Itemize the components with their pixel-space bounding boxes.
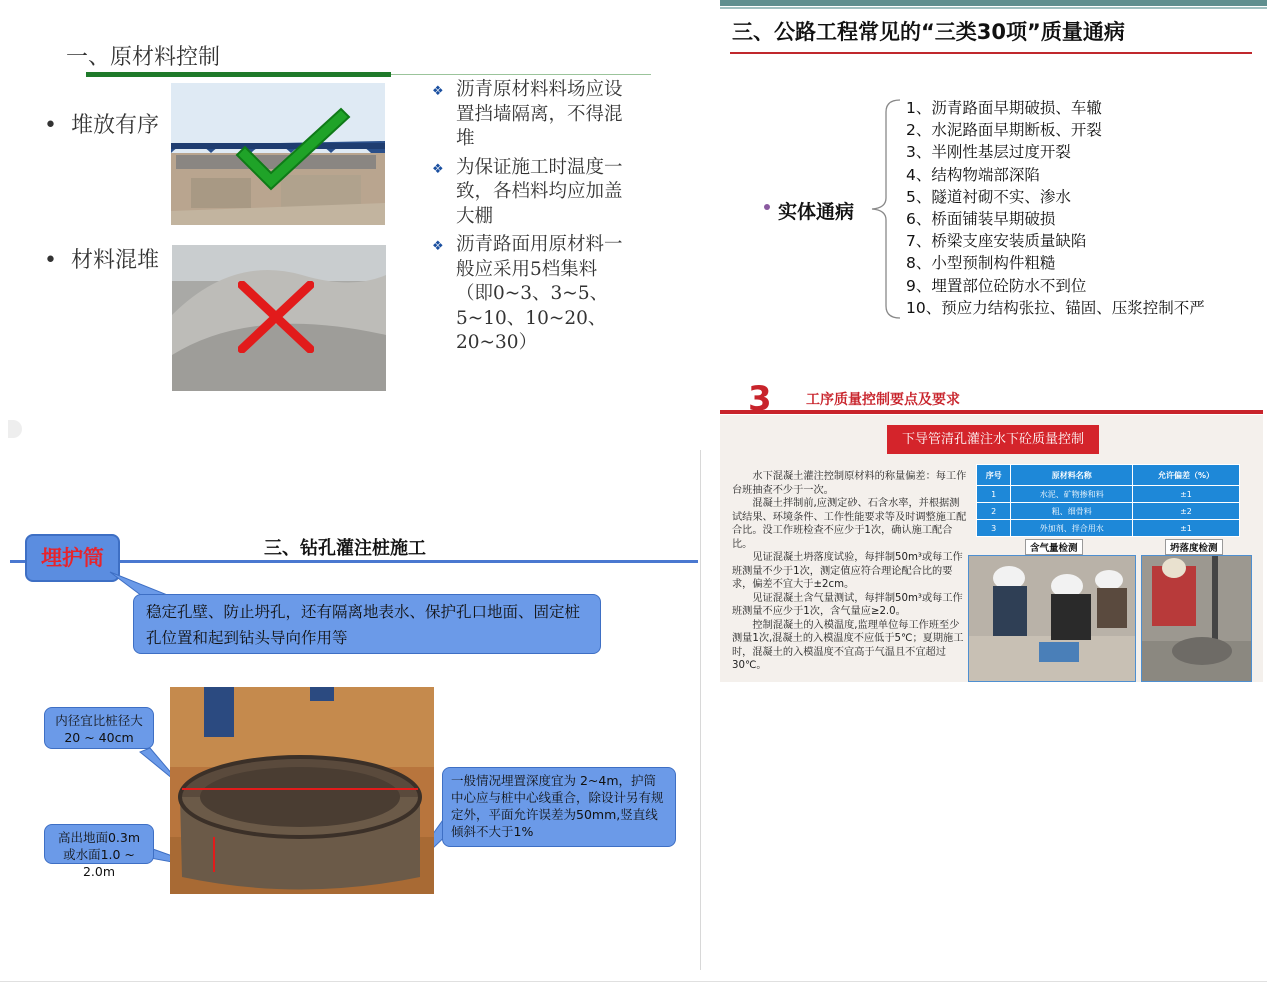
- defect-item: 9、埋置部位砼防水不到位: [906, 276, 1087, 295]
- title-underline: [86, 72, 391, 77]
- slide-raw-material-control: [0, 0, 700, 470]
- mixed-aggregate-photo: [172, 245, 386, 391]
- paragraph: 混凝土拌制前,应测定砂、石含水率，并根据测试结果、环境条件、工作性能要求等及时调整施工配合比。没工作班检查不应少于1次，确认施工配合比。: [732, 498, 967, 550]
- column-header: 原材料名称: [1011, 465, 1133, 486]
- table-row: [977, 503, 1240, 520]
- paragraph: 见证混凝土坍落度试验，每拌制50m³或每工作班测量不少于1次，测定值应符合理论配合比的要求，偏差不宜大于±2cm。: [732, 552, 963, 590]
- slide-quality-defects: [720, 0, 1267, 340]
- table-cell: 粗、细骨料: [1011, 503, 1133, 520]
- requirement-item: ❖ 为保证施工时温度一致，各档料均应加盖大棚: [432, 156, 632, 230]
- diamond-bullet-icon: ❖: [432, 161, 444, 177]
- bullet-mixed-stacking: • 材料混堆: [44, 243, 159, 274]
- cross-mark-icon: [238, 281, 314, 353]
- slide-underwater-concrete: [720, 377, 1263, 682]
- section-label: 埋护筒: [25, 534, 120, 582]
- table-row: [977, 486, 1240, 503]
- top-bar-accent: [720, 7, 1267, 9]
- table-header-row: [977, 465, 1240, 486]
- check-mark-icon: [231, 107, 351, 191]
- air-content-test-photo: [968, 555, 1136, 682]
- table-cell: ±1: [1132, 520, 1239, 537]
- category-label: 实体通病: [778, 201, 855, 223]
- paragraph: 见证混凝土含气量测试，每拌制50m³或每工作班测量不应少于1次，含气量应≥2.0。: [732, 592, 963, 617]
- tolerance-table: [976, 464, 1240, 537]
- defect-item: 4、结构物端部深陷: [906, 165, 1040, 184]
- title-underline-thin: [391, 74, 651, 75]
- brace-icon: [870, 98, 904, 320]
- bullet-orderly-stacking: • 堆放有序: [44, 108, 159, 139]
- table-cell: ±2: [1132, 503, 1239, 520]
- table-cell: ±1: [1132, 486, 1239, 503]
- table-cell: 水泥、矿物掺和料: [1011, 486, 1133, 503]
- bottom-rule: [0, 981, 1267, 982]
- table-cell: 外加剂、拌合用水: [1011, 520, 1133, 537]
- paragraph: 水下混凝土灌注控制原材料的称量偏差：每工作台班抽查不少于一次。: [732, 471, 967, 496]
- slide-divider: [700, 450, 701, 970]
- storage-yard-photo: [171, 83, 385, 225]
- column-header: 允许偏差（%）: [1132, 465, 1239, 486]
- note-inner-diameter: 内径宜比桩径大20 ~ 40cm: [44, 707, 154, 749]
- defect-item: 10、预应力结构张拉、锚固、压浆控制不严: [906, 298, 1205, 317]
- section-heading: 工序质量控制要点及要求: [806, 392, 960, 408]
- diamond-bullet-icon: ❖: [432, 84, 444, 99]
- diamond-bullet-icon: ❖: [432, 239, 444, 254]
- defect-item: 2、水泥路面早期断板、开裂: [906, 121, 1102, 140]
- table-cell: 3: [977, 520, 1011, 537]
- table-cell: 2: [977, 503, 1011, 520]
- header-band: [720, 410, 1263, 414]
- defect-list: [906, 97, 1205, 319]
- slide-title: 三、公路工程常见的“三类30项”质量通病: [732, 20, 1125, 44]
- title-underline: [730, 52, 1252, 54]
- defect-item: 8、小型预制构件粗糙: [906, 254, 1056, 273]
- casing-photo: [170, 687, 434, 894]
- bullet-dot: [764, 204, 770, 210]
- defect-item: 6、桥面铺装早期破损: [906, 210, 1056, 229]
- section-number: 3: [748, 379, 772, 419]
- requirements-list: [432, 78, 632, 360]
- top-bar: [720, 0, 1267, 6]
- table-row: [977, 520, 1240, 537]
- note-height-above-ground: 高出地面0.3m或水面1.0 ~ 2.0m: [44, 824, 154, 864]
- defect-item: 5、隧道衬砌不实、渗水: [906, 187, 1071, 206]
- note-embedment-depth: 一般情况埋置深度宜为 2~4m，护筒中心应与桩中心线重合，除设计另有规定外，平面允许误差为50mm,竖直线倾斜不大于1%: [442, 767, 676, 847]
- slide-title: 三、钻孔灌注桩施工: [264, 538, 426, 559]
- topic-banner: 下导管清孔灌注水下砼质量控制: [887, 425, 1099, 454]
- requirement-item: ❖ 沥青原材料料场应设置挡墙隔离，不得混堆: [432, 78, 632, 152]
- requirements-text: [732, 470, 968, 673]
- slump-test-photo: [1141, 555, 1252, 682]
- slide-bored-pile: [0, 470, 700, 985]
- defect-item: 1、沥青路面早期破损、车辙: [906, 99, 1102, 117]
- purpose-callout: 稳定孔壁、防止坍孔，还有隔离地表水、保护孔口地面、固定桩孔位置和起到钻头导向作用等: [133, 594, 601, 654]
- defect-item: 3、半刚性基层过度开裂: [906, 143, 1071, 162]
- defect-item: 7、桥梁支座安装质量缺陷: [906, 232, 1087, 251]
- photo-caption: 坍落度检测: [1165, 539, 1223, 555]
- paragraph: 控制混凝土的入模温度,监理单位每工作班至少测量1次,混凝土的入模温度不应低于5℃；夏期施工时，混凝土的入模温度不宜高于气温且不宜超过30℃。: [732, 619, 964, 671]
- requirement-item: ❖ 沥青路面用原材料一般应采用5档集料（即0~3、3~5、5~10、10~20、20~30）: [432, 233, 632, 356]
- photo-caption: 含气量检测: [1025, 539, 1083, 555]
- column-header: 序号: [977, 465, 1011, 486]
- slide-title: 一、原材料控制: [66, 45, 221, 70]
- table-cell: 1: [977, 486, 1011, 503]
